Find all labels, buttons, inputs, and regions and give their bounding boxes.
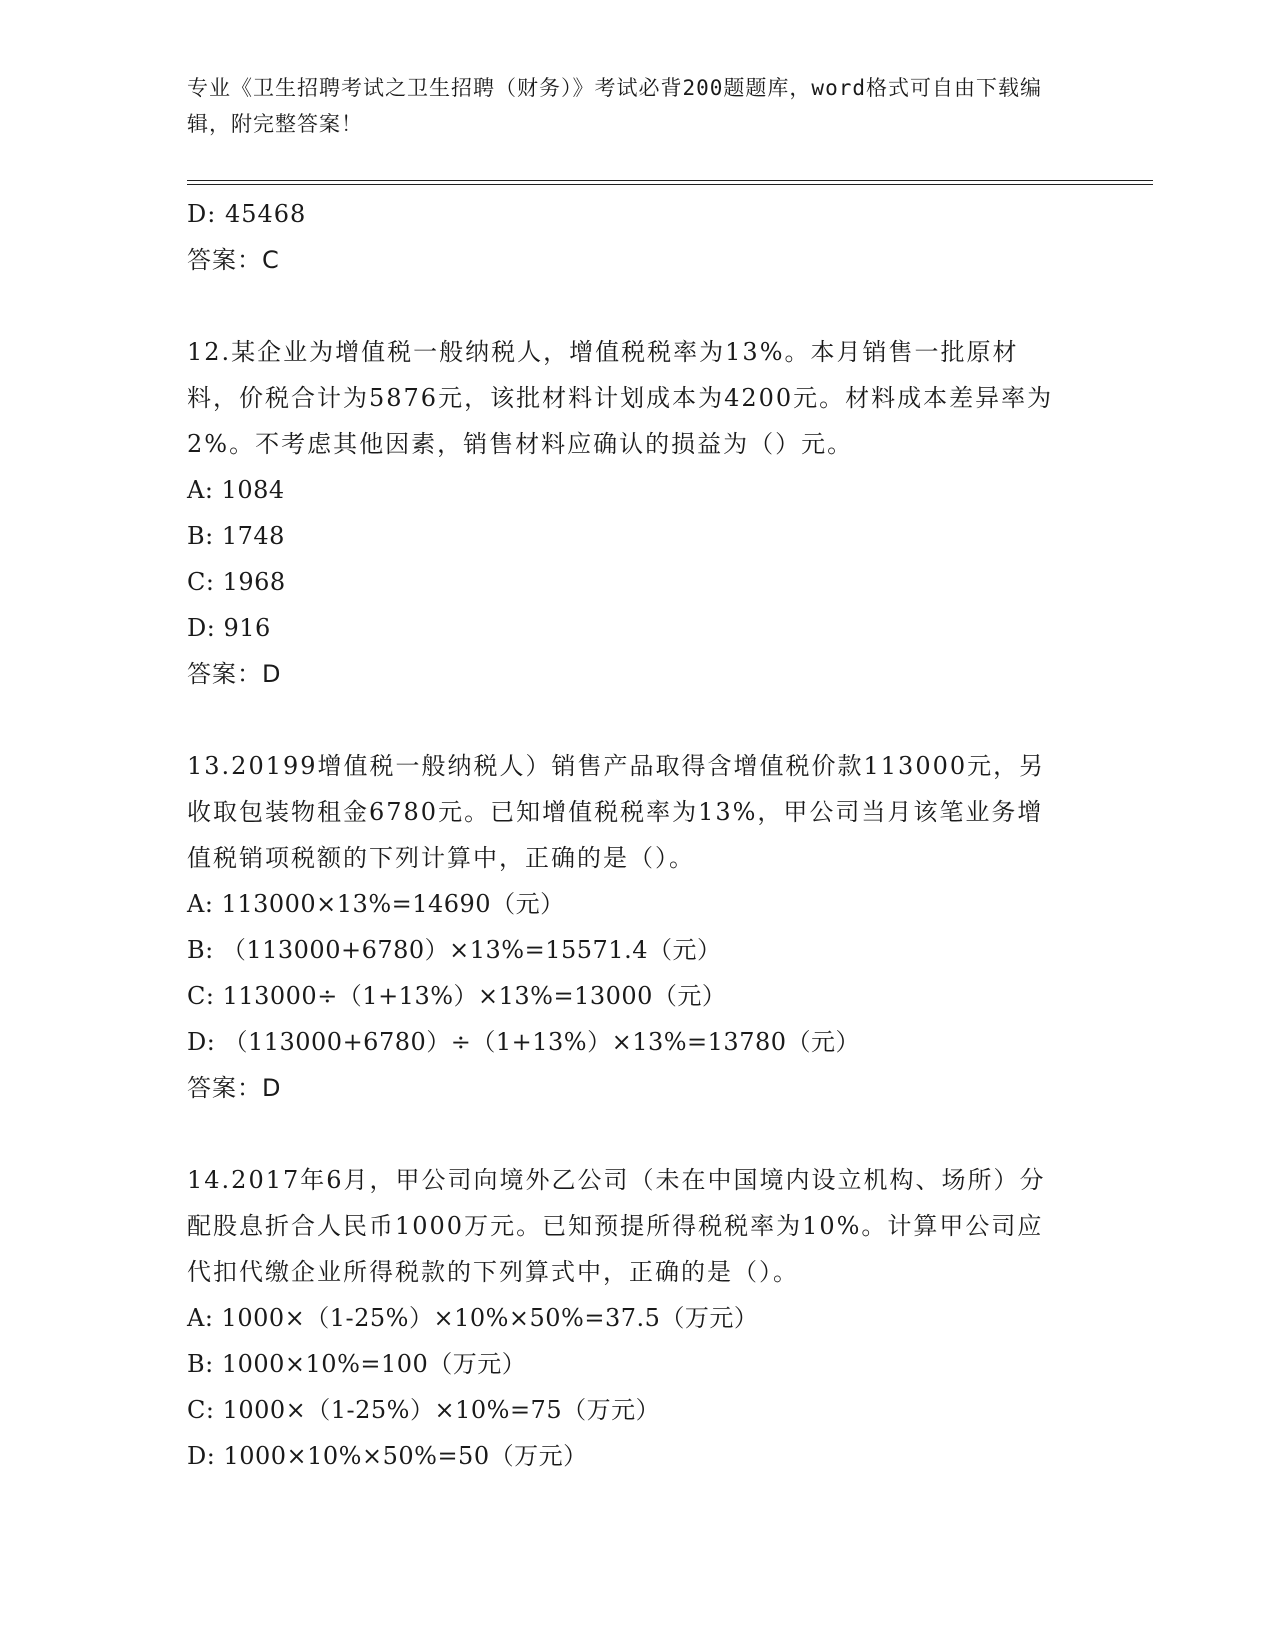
spacer	[187, 1111, 1147, 1157]
option-c: C: 1000×（1-25%）×10%=75（万元）	[187, 1396, 661, 1424]
question-block-12	[187, 329, 1147, 697]
question-block-13	[187, 743, 1147, 1111]
document-page	[187, 70, 1147, 1479]
option-a: A: 1000×（1-25%）×10%×50%=37.5（万元）	[187, 1304, 759, 1332]
question-stem: 12.某企业为增值税一般纳税人，增值税税率为13%。本月销售一批原材料，价税合计为5876元，该批材料计划成本为4200元。材料成本差异率为2%。不考虑其他因素，销售材料应确认的损益为（）元。	[187, 338, 1054, 458]
carryover-answer: 答案：C	[187, 246, 280, 274]
document-header: 专业《卫生招聘考试之卫生招聘（财务）》考试必背200题题库，word格式可自由下载编辑，附完整答案！	[187, 76, 1042, 136]
option-b: B: 1748	[187, 522, 285, 550]
spacer	[187, 697, 1147, 743]
option-d: D: 916	[187, 614, 271, 642]
question-stem: 13.20199增值税一般纳税人）销售产品取得含增值税价款113000元，另收取包装物租金6780元。已知增值税税率为13%，甲公司当月该笔业务增值税销项税额的下列计算中，正确的是（）。	[187, 752, 1046, 872]
option-b: B: （113000+6780）×13%=15571.4（元）	[187, 936, 722, 964]
divider-line-bottom	[187, 184, 1153, 185]
header-divider	[187, 180, 1153, 185]
spacer	[187, 283, 1147, 329]
option-a: A: 1084	[187, 476, 285, 504]
option-b: B: 1000×10%=100（万元）	[187, 1350, 527, 1378]
option-d: D: 1000×10%×50%=50（万元）	[187, 1442, 588, 1470]
document-body	[187, 191, 1147, 1479]
question-stem: 14.2017年6月，甲公司向境外乙公司（未在中国境内设立机构、场所）分配股息折合人民币1000万元。已知预提所得税税率为10%。计算甲公司应代扣代缴企业所得税款的下列算式中，正确的是（）。	[187, 1166, 1046, 1286]
question-answer: 答案：D	[187, 660, 282, 688]
question-block-14	[187, 1157, 1147, 1479]
option-c: C: 113000÷（1+13%）×13%=13000（元）	[187, 982, 727, 1010]
option-a: A: 113000×13%=14690（元）	[187, 890, 565, 918]
question-answer: 答案：D	[187, 1074, 282, 1102]
divider-line-top	[187, 180, 1153, 181]
option-c: C: 1968	[187, 568, 286, 596]
option-d: D: （113000+6780）÷（1+13%）×13%=13780（元）	[187, 1028, 861, 1056]
carryover-option-d: D: 45468	[187, 200, 307, 228]
